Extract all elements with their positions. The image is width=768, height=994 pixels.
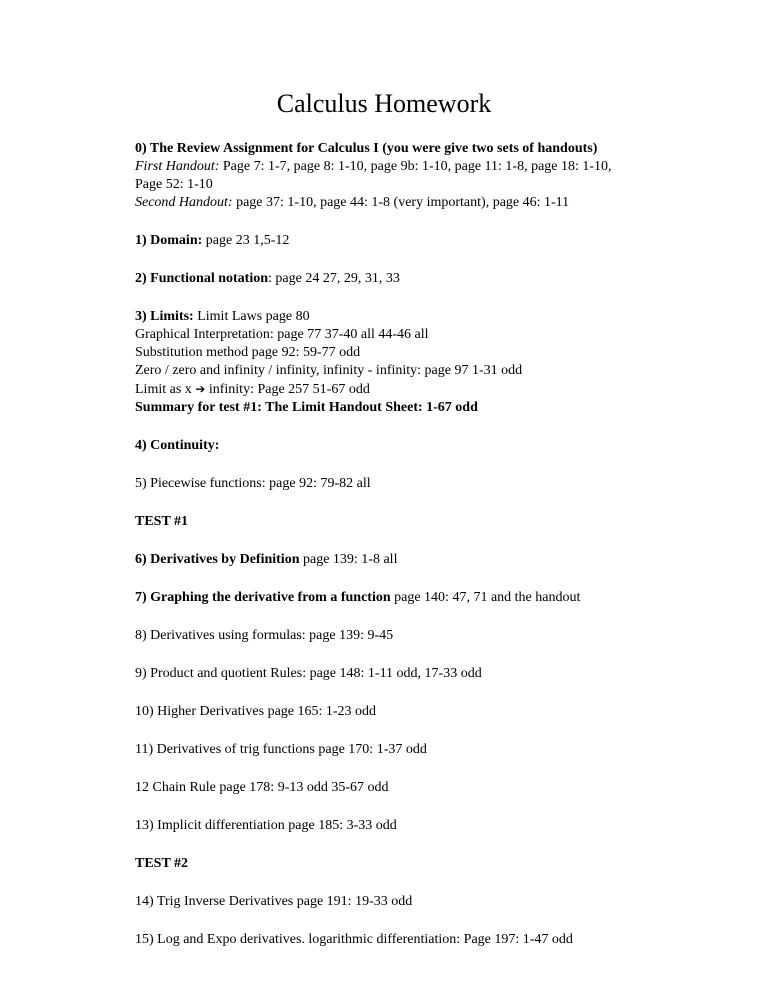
section-7-graphing	[135, 589, 655, 607]
second-handout-label: Second Handout:	[135, 195, 233, 210]
first-handout-line	[135, 158, 655, 176]
section-6-label: 6) Derivatives by Definition	[135, 552, 300, 567]
section-3-line-1	[135, 308, 655, 326]
second-handout-line	[135, 194, 655, 212]
section-4-continuity: 4) Continuity:	[135, 438, 220, 453]
test-2-heading: TEST #2	[135, 856, 189, 871]
first-handout-line-2: Page 52: 1-10	[135, 177, 213, 192]
section-12-chain-rule: 12 Chain Rule page 178: 9-13 odd 35-67 odd	[135, 780, 389, 795]
first-handout-label: First Handout:	[135, 159, 220, 174]
first-handout-text: Page 7: 1-7, page 8: 1-10, page 9b: 1-10, page 11: 1-8, page 18: 1-10,	[219, 159, 612, 174]
section-9-product-quotient: 9) Product and quotient Rules: page 148: 1-11 odd, 17-33 odd	[135, 666, 482, 681]
section-0-heading: 0) The Review Assignment for Calculus I (you were give two sets of handouts)	[135, 141, 598, 156]
right-arrow-icon: ➔	[195, 382, 206, 396]
section-3-line-4: Zero / zero and infinity / infinity, infinity - infinity: page 97 1-31 odd	[135, 363, 523, 378]
section-6-text: page 139: 1-8 all	[299, 552, 398, 567]
section-13-implicit: 13) Implicit differentiation page 185: 3-33 odd	[135, 818, 397, 833]
section-2-functional-notation	[135, 270, 655, 288]
section-2-text: : page 24 27, 29, 31, 33	[268, 271, 400, 286]
section-3-summary: Summary for test #1: The Limit Handout Sheet: 1-67 odd	[135, 400, 478, 415]
section-11-trig: 11) Derivatives of trig functions page 170: 1-37 odd	[135, 742, 427, 757]
section-3-line-5	[135, 380, 655, 399]
section-2-label: 2) Functional notation	[135, 271, 269, 286]
section-8-formulas: 8) Derivatives using formulas: page 139: 9-45	[135, 628, 394, 643]
section-1-label: 1) Domain:	[135, 233, 203, 248]
homework-list	[135, 140, 655, 949]
section-14-trig-inverse: 14) Trig Inverse Derivatives page 191: 19-33 odd	[135, 894, 413, 909]
section-7-text: page 140: 47, 71 and the handout	[390, 590, 581, 605]
section-6-definition	[135, 551, 655, 569]
section-3-limits	[135, 308, 655, 417]
section-5-piecewise: 5) Piecewise functions: page 92: 79-82 all	[135, 476, 371, 491]
section-3-line-2: Graphical Interpretation: page 77 37-40 all 44-46 all	[135, 327, 429, 342]
section-10-higher-derivatives: 10) Higher Derivatives page 165: 1-23 odd	[135, 704, 377, 719]
section-15-log-expo: 15) Log and Expo derivatives. logarithmic differentiation: Page 197: 1-47 odd	[135, 932, 573, 947]
section-3-line-3: Substitution method page 92: 59-77 odd	[135, 345, 361, 360]
test-1-heading: TEST #1	[135, 514, 189, 529]
section-0-review	[135, 140, 655, 212]
section-7-label: 7) Graphing the derivative from a function	[135, 590, 391, 605]
section-1-text: page 23 1,5-12	[202, 233, 290, 248]
section-3-line-5-start: Limit as x	[135, 382, 196, 397]
second-handout-text: page 37: 1-10, page 44: 1-8 (very important), page 46: 1-11	[232, 195, 570, 210]
section-1-domain	[135, 232, 655, 250]
section-3-line-5-end: infinity: Page 257 51-67 odd	[205, 382, 370, 397]
page-title: Calculus Homework	[276, 89, 492, 118]
section-3-label: 3) Limits:	[135, 309, 194, 324]
section-3-text: Limit Laws page 80	[193, 309, 310, 324]
